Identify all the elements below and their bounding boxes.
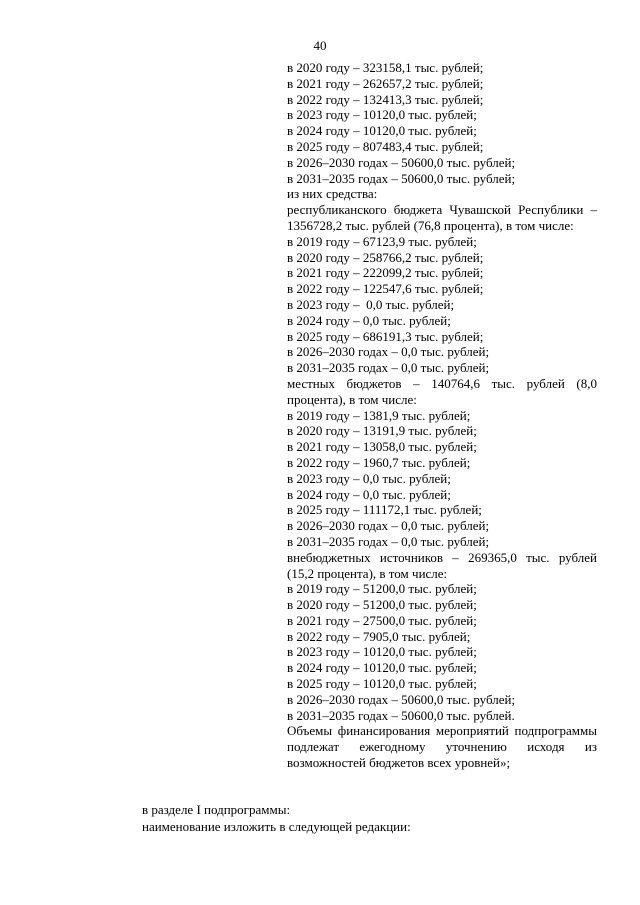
financing-line: в 2026–2030 годах – 50600,0 тыс. рублей; <box>287 154 516 170</box>
financing-line: в 2023 году – 10120,0 тыс. рублей; <box>287 107 477 123</box>
extrabudget-line: в 2020 году – 51200,0 тыс. рублей; <box>287 597 477 613</box>
financing-line: в 2020 году – 323158,1 тыс. рублей; <box>287 60 484 75</box>
local-line: в 2022 году – 1960,7 тыс. рублей; <box>287 454 471 470</box>
local-line: в 2023 году – 0,0 тыс. рублей; <box>287 470 451 486</box>
local-line: в 2024 году – 0,0 тыс. рублей; <box>287 486 451 502</box>
local-line: в 2026–2030 годах – 0,0 тыс. рублей; <box>287 518 490 534</box>
local-budget-paragraph: местных бюджетов – 140764,6 тыс. рублей (8,0 процента), в том числе: <box>287 375 597 407</box>
page-number: 40 <box>313 38 327 53</box>
local-line: в 2020 году – 13191,9 тыс. рублей; <box>287 423 477 439</box>
local-line: в 2021 году – 13058,0 тыс. рублей; <box>287 439 477 455</box>
extrabudget-line: в 2019 году – 51200,0 тыс. рублей; <box>287 581 477 597</box>
closing-paragraph: Объемы финансирования мероприятий подпрограммы подлежат ежегодному уточнению исходя из возможностей бюджетов всех уровней»; <box>287 723 597 771</box>
local-line: в 2031–2035 годах – 0,0 тыс. рублей; <box>287 533 490 549</box>
extrabudget-line: в 2026–2030 годах – 50600,0 тыс. рублей; <box>287 691 516 707</box>
republic-line: в 2021 году – 222099,2 тыс. рублей; <box>287 265 484 281</box>
extrabudget-line: в 2031–2035 годах – 50600,0 тыс. рублей. <box>287 707 515 723</box>
republic-budget-paragraph: республиканского бюджета Чувашской Республики – 1356728,2 тыс. рублей (76,8 процента), в том числе: <box>287 202 597 233</box>
financing-line: в 2031–2035 годах – 50600,0 тыс. рублей; <box>287 170 516 186</box>
republic-line: в 2019 году – 67123,9 тыс. рублей; <box>287 233 477 249</box>
extrabudget-line: в 2022 году – 7905,0 тыс. рублей; <box>287 628 471 644</box>
financing-line: в 2024 году – 10120,0 тыс. рублей; <box>287 123 477 139</box>
extrabudget-line: в 2023 году – 10120,0 тыс. рублей; <box>287 644 477 660</box>
republic-line: в 2031–2035 годах – 0,0 тыс. рублей; <box>287 360 490 376</box>
financing-column <box>287 60 597 771</box>
section-instructions <box>142 801 411 835</box>
instruction-line: в разделе I подпрограммы: <box>142 802 291 817</box>
local-line: в 2025 году – 111172,1 тыс. рублей; <box>287 502 482 518</box>
financing-line: в 2021 году – 262657,2 тыс. рублей; <box>287 75 484 91</box>
republic-line: в 2022 году – 122547,6 тыс. рублей; <box>287 281 484 297</box>
financing-line: из них средства: <box>287 186 378 202</box>
local-line: в 2019 году – 1381,9 тыс. рублей; <box>287 407 471 423</box>
extrabudget-line: в 2021 году – 27500,0 тыс. рублей; <box>287 612 477 628</box>
republic-line: в 2025 году – 686191,3 тыс. рублей; <box>287 328 484 344</box>
extrabudget-line: в 2024 году – 10120,0 тыс. рублей; <box>287 660 477 676</box>
extrabudget-paragraph: внебюджетных источников – 269365,0 тыс. рублей (15,2 процента), в том числе: <box>287 549 597 581</box>
republic-line: в 2023 году – 0,0 тыс. рублей; <box>287 296 455 312</box>
extrabudget-line: в 2025 году – 10120,0 тыс. рублей; <box>287 676 477 692</box>
republic-line: в 2020 году – 258766,2 тыс. рублей; <box>287 249 484 265</box>
republic-line: в 2026–2030 годах – 0,0 тыс. рублей; <box>287 344 490 360</box>
financing-line: в 2022 году – 132413,3 тыс. рублей; <box>287 91 484 107</box>
republic-line: в 2024 году – 0,0 тыс. рублей; <box>287 312 451 328</box>
financing-line: в 2025 году – 807483,4 тыс. рублей; <box>287 138 484 154</box>
instruction-line: наименование изложить в следующей редакции: <box>142 819 411 834</box>
